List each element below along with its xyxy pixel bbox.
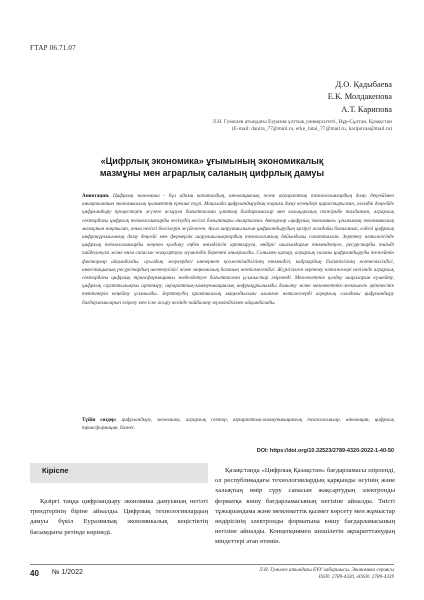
abstract-label: Аннотация.	[82, 193, 110, 199]
article-title-line-2: мазмұны мен аграрлық саланың цифрлық дамуы	[99, 168, 325, 178]
journal-info	[259, 567, 394, 582]
author-2: Е.К. Молдакенова	[327, 92, 392, 102]
abstract-text: Цифрлық экономика - бұл адами капиталдың, инновациялық және ақпараттық технологиялардың даму деңгейімен анықталатын экономикалық қызметтің ерекше түрі. Мақалада цифрландырудың тарихи даму кезеңдері қарастырылған, әлемдік деңгейде цифрландыру процестерін жүзеге асыруға бағытталған ұлттық бағдарламалар мен халықаралық тәжірибе талданған, аграрлық сектордағы цифрлық технологияларды енгізудің негізгі бағыттары анықталған. Авторлар «цифрлық экономика» ұғымының экономикалық мазмұнын нақтылап, оның негізгі белгілерін жүйелеген. Ауыл шаруашылығын цифрландырудың қазіргі жағдайы бағаланып, елдегі цифрлық инфрақұрылымның даму деңгейі мен фермерлік шаруашылықтардың технологиялық дайындығы сипатталған. Зерттеу нәтижесінде цифрлық технологияларды кеңінен қолдану еңбек өнімділігін арттыруға, өндіріс шығындарын төмендетуге, ресурстарды тиімді пайдалануға және өнім сапасын жақсартуға мүмкіндік беретіні анықталды. Сонымен қатар, аграрлық саланы цифрландыруды тежейтін факторлар айқындалды: ауылдық жерлердегі интернет қолжетімділігінің төмендігі, кадрлардың біліктілігінің жеткіліксіздігі, инвестициялық ресурстардың шектеулілігі және заңнамалық базаның жетілмегендігі. Жүргізілген зерттеу нәтижелері негізінде аграрлық сектордағы цифрлық трансформацияны жеделдетуге бағытталған ұсыныстар әзірленді. Мемлекеттік қолдау шараларын күшейту, цифрлық сауаттылықты арттыру, ақпараттық-коммуникациялық инфрақұрылымды дамыту және мемлекеттік-жекешелік әріптестік тетіктерін кеңейту ұсынылды. Зерттеудің практикалық маңыздылығы алынған нәтижелерді аграрлық саладағы цифрландыру бағдарламаларын әзірлеу мен іске асыру кезінде пайдалану мүмкіндігімен айқындалады.	[82, 193, 394, 306]
footer-divider	[30, 564, 394, 565]
intro-heading: Кіріспе	[42, 466, 69, 475]
page-number: 40	[30, 569, 39, 578]
keywords-text: цифрландыру, экономика, аграрлық сектор, ақпараттық-коммуникациялық технологиялар, инновация, цифрлық трансформация, бизнес.	[82, 417, 394, 432]
doi-link[interactable]: DOI: https://doi.org/10.32523/2789-4320-2022-1-40-50	[256, 448, 394, 454]
intro-right-column: Қазақстанда «Цифрлық Қазақстан» бағдарламасы әзірленді, ол республикадағы технологиялардың қарқынды өсуінің және халықтың өмір сүру сапасын жақсартудың электронды форматқа көшу бағдарламасының негізіне айналды. Тиісті тұжырымдама және мемлекеттік қызмет көрсету мен жұмыстар өндірісінің электронды форматына көшу бағдарламасының негізіне айналды. Концепциямен шешілетін ақпаратттанудың міндеттері атап өтемін.	[215, 467, 395, 546]
abstract	[82, 192, 394, 307]
xftar-code: ҒТАР 06.71.07	[30, 44, 76, 52]
intro-left-column: Қазіргі таңда цифрландыру экономика дамуының негізгі трендтерінің біріне айналды. Цифрлық технологиялардың дамуы бүкіл Еуразиялық экономикалық кеңістіктің басымдығы ретінде көрінеді.	[30, 498, 208, 536]
keywords	[82, 416, 394, 432]
issue-number: № 1/2022	[52, 569, 83, 576]
keywords-label: Түйін сөздер:	[82, 417, 117, 423]
article-title	[30, 155, 394, 179]
affiliation-emails: (E-mail: danira_77@mail.ru, erke_tutai_77@mail.ru, karipovaa@mail.ru)	[231, 126, 392, 133]
author-3: А.Т. Карипова	[341, 104, 392, 114]
journal-issn: ISSN: 2789-4320, eISSN: 2789-4339	[318, 574, 394, 581]
author-1: Д.О. Қадыбаева	[335, 80, 392, 89]
author-list	[328, 79, 392, 116]
journal-name: Л.Н. Гумилев атындағы ЕҰУ хабаршысы. Экономика сериясы	[259, 567, 394, 573]
affiliation	[152, 119, 392, 134]
article-title-line-1: «Цифрлық экономика» ұғымының экономикалық	[100, 156, 324, 166]
affiliation-institution: Л.Н. Гумилев атындағы Еуразия ұлттық университеті, Нұр-Сұлтан, Қазақстан	[212, 119, 392, 125]
